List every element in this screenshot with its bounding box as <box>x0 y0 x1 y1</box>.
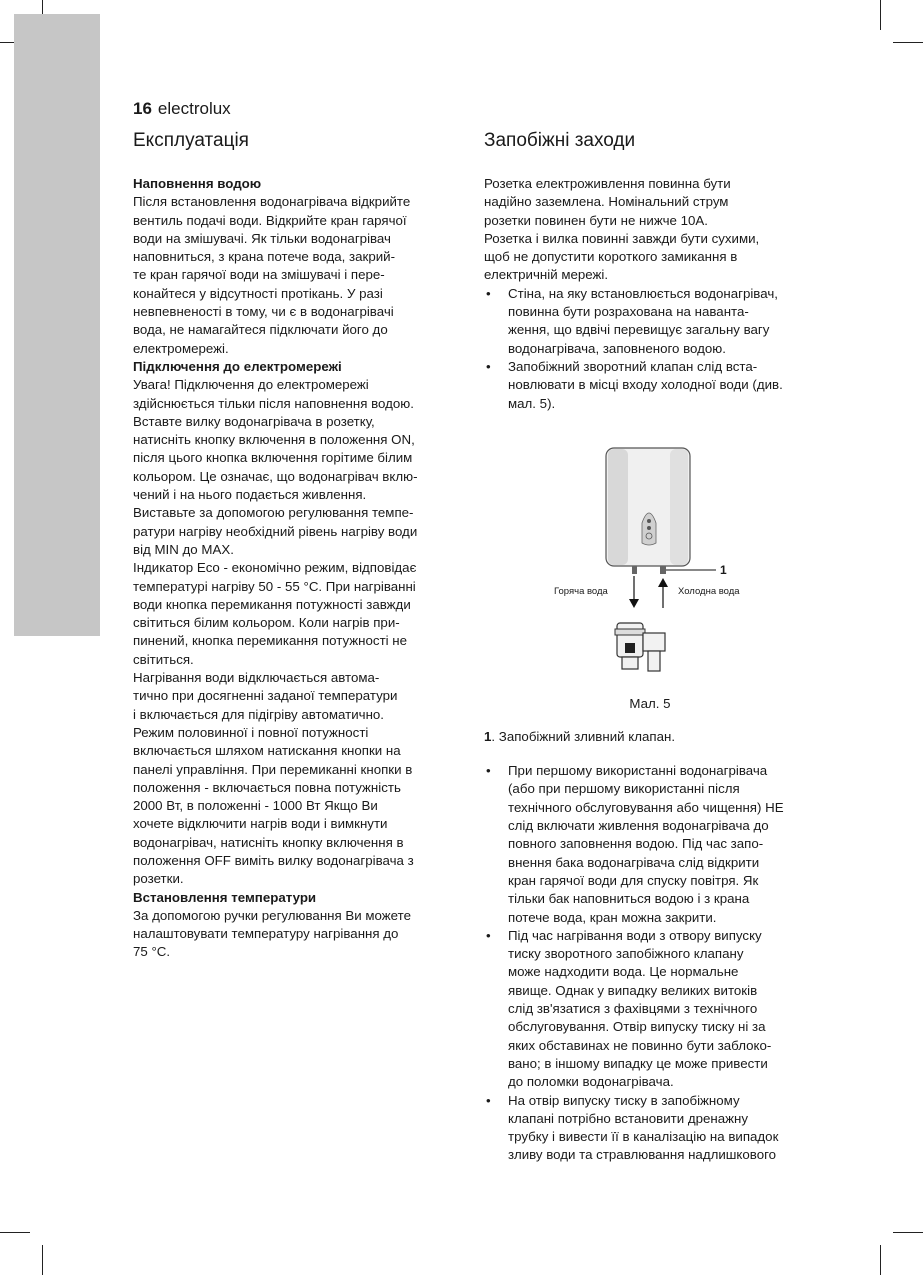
left-column <box>133 175 463 962</box>
hot-water-label: Горяча вода <box>554 585 608 597</box>
note-number: 1 <box>484 728 492 744</box>
left-section-title: Експлуатація <box>133 130 249 151</box>
section-heading: Наповнення водою <box>133 176 262 191</box>
indicator-light <box>647 526 651 530</box>
safety-valve-outlet <box>643 633 665 651</box>
section-heading: Підключення до електромережі <box>133 358 342 374</box>
crop-mark <box>42 1245 43 1275</box>
hot-water-arrow-head <box>629 599 639 608</box>
section-text: За допомогою ручки регулювання Ви можете налаштовувати температуру нагрівання до 75 °C. <box>133 907 411 960</box>
heater-shade <box>608 449 628 565</box>
hot-pipe <box>632 566 637 574</box>
safety-valve-inlet <box>622 657 638 669</box>
list-item: • При першому використанні водонагрівача (або при першому використанні після технічного обслуговування або чищення) НЕ слід включати живлення водонагрівача до повного заповнення водою. Під час запо- внення бака водонагрівача слід відкрити кран гарячої води для спуску повітря. Як тільки бак наповниться водою і з крана потече вода, кран можна закрити. <box>484 762 816 927</box>
figure-caption: Мал. 5 <box>629 695 671 711</box>
heater-shade <box>670 449 688 565</box>
crop-mark <box>893 1232 923 1233</box>
figure-5 <box>484 433 816 728</box>
safety-valve-lever <box>625 643 635 653</box>
water-heater-diagram <box>484 433 816 713</box>
cold-pipe <box>660 566 666 574</box>
section-text: Після встановлення водонагрівача відкрийте вентиль подачі води. Відкрийте кран гарячої води на змішувачі. Як тільки водонагрівач наповниться, з крана потече вода, закрий- те кран гарячої води на змішувачі і пере- конайтеся у відсутності протікань. У разі невпевненості в тому, чи є в водонагрівачі вода, не намагайтеся підключати його до електромережі. <box>133 194 411 356</box>
spacer <box>484 746 816 762</box>
indicator-light <box>647 519 651 523</box>
page-header <box>133 99 231 119</box>
side-tab <box>14 14 100 636</box>
callout-number: 1 <box>720 562 727 577</box>
list-item: • На отвір випуску тиску в запобіжному клапані потрібно встановити дренажну трубку і вивести її в каналізацію на випадок зливу води та стравлювання надлишкового <box>484 1092 816 1165</box>
page-number: 16 <box>133 99 152 118</box>
crop-mark <box>0 1232 30 1233</box>
intro-text: Розетка електроживлення повинна бути надійно заземлена. Номінальний струм розетки повинен бути не нижче 10А. Розетка і вилка повинні завжди бути сухими, щоб не допустити короткого замикання в електричній мережі. <box>484 176 760 283</box>
cold-water-arrow-head <box>658 578 668 587</box>
bullet-list <box>484 285 816 413</box>
right-section-title: Запобіжні заходи <box>484 130 636 151</box>
list-item: • Запобіжний зворотний клапан слід вста- новлювати в місці входу холодної води (див. мал. 5). <box>484 358 816 413</box>
safety-valve-nut <box>615 629 645 635</box>
bullet-list <box>484 762 816 1165</box>
right-column <box>484 175 816 1165</box>
note-text: . Запобіжний зливний клапан. <box>491 728 676 744</box>
list-item: • Під час нагрівання води з отвору випуску тиску зворотного запобіжного клапану може надходити вода. Це нормальне явище. Однак у випадку великих витоків слід зв'язатися з фахівцями з технічного обслуговування. Отвір випуску тиску ні за яких обставинах не повинно бути заблоко- вано; в іншому випадку це може привести до поломки водонагрівача. <box>484 927 816 1092</box>
list-item: • Стіна, на яку встановлюється водонагрівач, повинна бути розрахована на наванта- ження, що вдвічі перевищує загальну вагу водонагрівача, заповненого водою. <box>484 285 816 358</box>
section-heading: Встановлення температури <box>133 889 317 905</box>
cold-water-label: Холодна вода <box>678 585 740 597</box>
crop-mark <box>893 42 923 43</box>
safety-valve-drain <box>648 651 660 671</box>
section-text: Увага! Підключення до електромережі здійснюється тільки після наповнення водою. Вставте вилку водонагрівача в розетку, натисніть кнопку включення в положення ON, після цього кнопка включення горітиме білим кольором. Це означає, що водонагрівач вклю- чений і на нього подається живлення. Виставьте за допомогою регулювання темпе- ратури нагріву необхідний рівень нагріву води від MIN до MAX. Індикатор Eco - економічно режим, відповідає температурі нагріву 50 - 55 °C. При нагріванні води кнопка перемикання потужності завжди світиться білим кольором. Коли нагрів при- пинений, кнопка перемикання потужності не світиться. Нагрівання води відключається автома- тично при досягненні заданої температури і включається для підігріву автоматично. Режим половинної і повної потужності включається шляхом натискання кнопки на панелі управління. При перемиканні кнопки в положення - включається повна потужність 2000 Вт, в положенні - 1000 Вт Якщо Ви хочете відключити нагрів води і вимкнути водонагрівач, натисніть кнопку включення в положення OFF виміть вилку водонагрівача з розетки. <box>133 377 418 887</box>
figure-note <box>484 728 816 746</box>
crop-mark <box>880 1245 881 1275</box>
crop-mark <box>880 0 881 30</box>
brand-name: electrolux <box>157 99 231 118</box>
